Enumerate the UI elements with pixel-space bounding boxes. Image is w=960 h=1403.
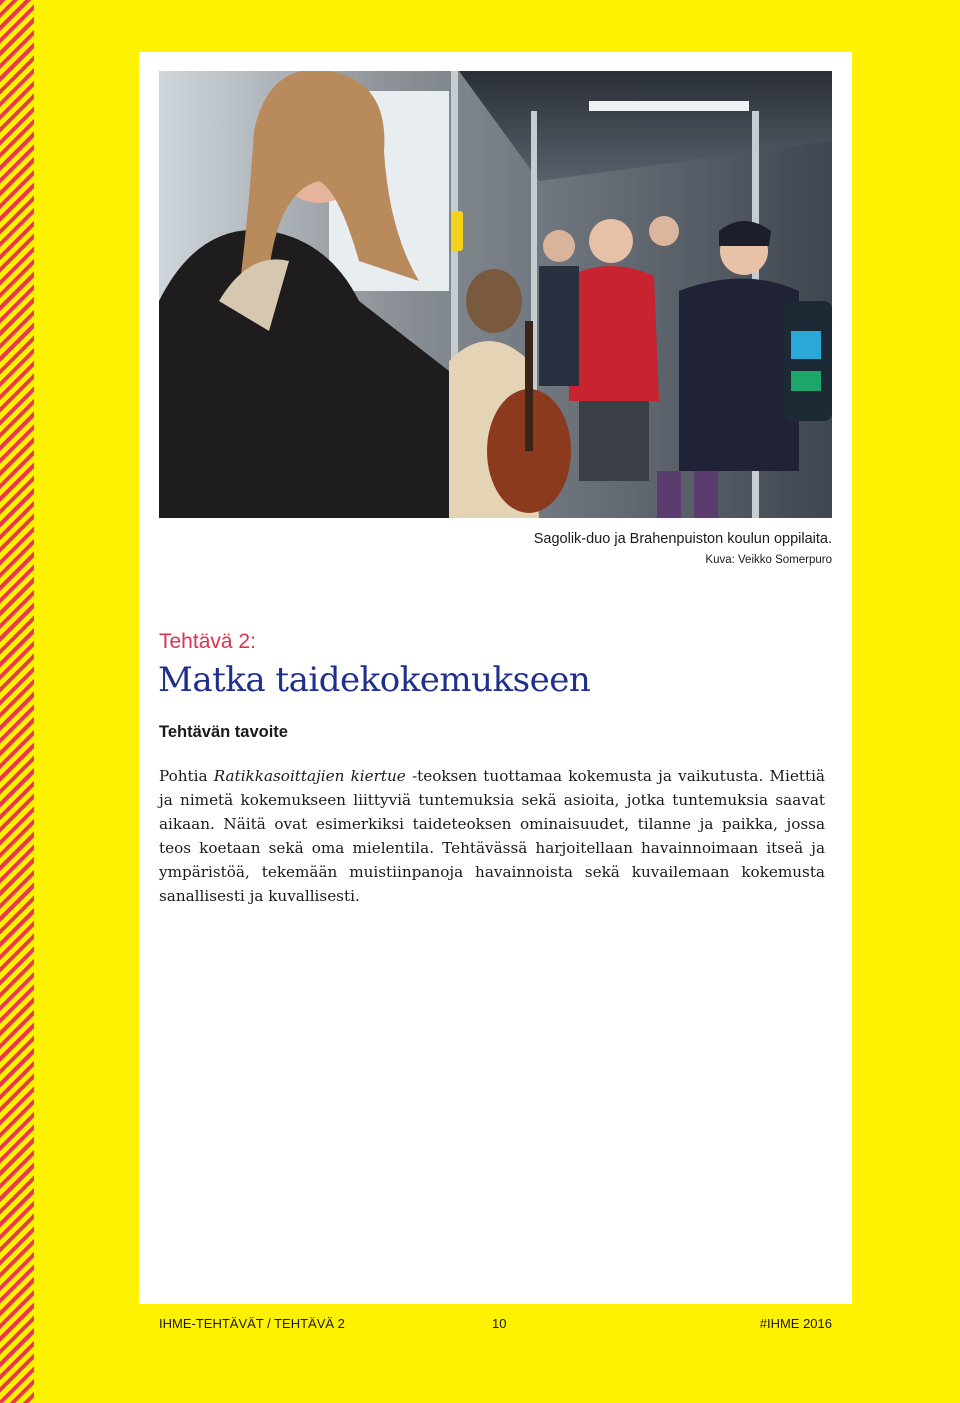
footer-section: IHME-TEHTÄVÄT / TEHTÄVÄ 2 bbox=[159, 1316, 345, 1331]
goal-heading: Tehtävän tavoite bbox=[159, 723, 288, 741]
task-number-label: Tehtävä 2: bbox=[159, 630, 256, 653]
photo-tram-performance bbox=[159, 71, 832, 518]
footer-hashtag: #IHME 2016 bbox=[759, 1316, 832, 1331]
page-sheet bbox=[139, 52, 852, 1331]
goal-paragraph bbox=[159, 764, 825, 908]
photo-caption bbox=[534, 530, 832, 568]
page-number: 10 bbox=[492, 1316, 507, 1331]
decorative-stripe-border bbox=[0, 0, 34, 1403]
goal-intro: Pohtia bbox=[159, 767, 214, 785]
goal-rest: -teoksen tuottamaa kokemusta ja vaikutusta. Miettiä ja nimetä kokemukseen liittyviä tuntemuksia sekä asioita, jotka tuntemuksia saavat aikaan. Näitä ovat esimerkiksi taideteoksen ominaisuudet, tilanne ja paikka, jossa teos koetaan sekä oma mielentila. Tehtävässä harjoitellaan havainnoimaan itseä ja ympäristöä, tekemään muistiinpanoja havainnoista sekä kuvailemaan kokemusta sanallisesti ja kuvallisesti. bbox=[159, 767, 825, 905]
caption-text: Sagolik-duo ja Brahenpuiston koulun oppilaita. bbox=[533, 531, 832, 547]
task-title: Matka taidekokemukseen bbox=[158, 660, 591, 700]
photo-credit: Kuva: Veikko Somerpuro bbox=[705, 554, 832, 566]
work-title: Ratikkasoittajien kiertue bbox=[213, 767, 406, 785]
